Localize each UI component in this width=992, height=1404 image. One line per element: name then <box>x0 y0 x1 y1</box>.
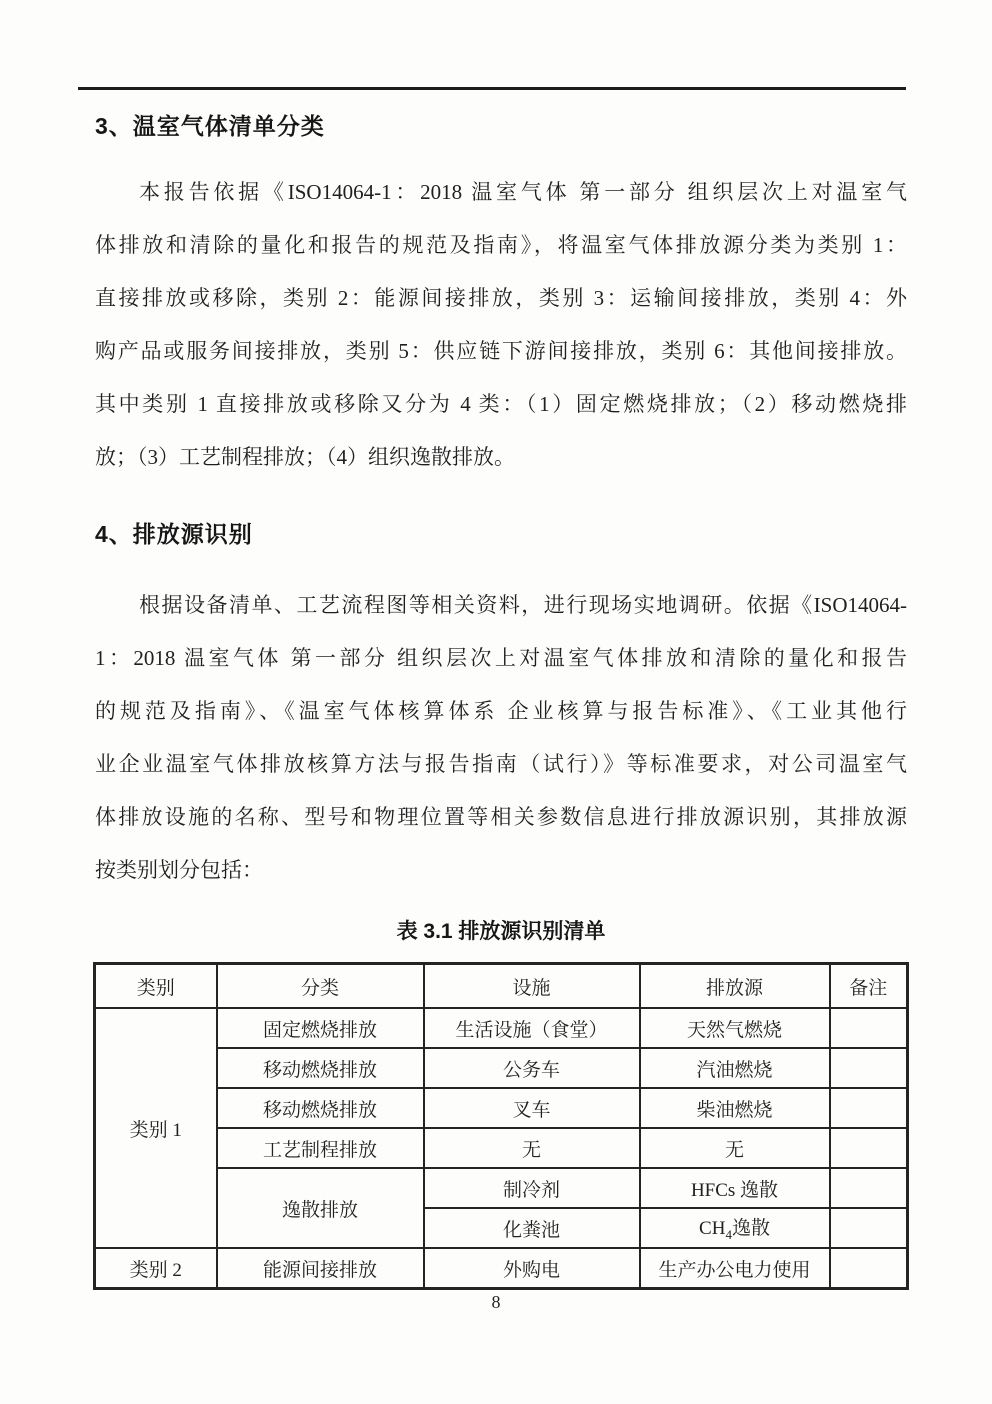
ch4-suffix: 逸散 <box>731 1218 770 1240</box>
table-row <box>95 1088 908 1128</box>
cell-classification-fugitive: 逸散排放 <box>217 1168 424 1248</box>
table-row <box>95 1128 908 1168</box>
table-row <box>95 1048 908 1088</box>
paragraph-line: 其中类别 1 直接排放或移除又分为 4 类：（1）固定燃烧排放；（2）移动燃烧排 <box>95 392 907 416</box>
paragraph-section-3 <box>95 166 907 484</box>
col-header-source: 排放源 <box>640 964 830 1009</box>
col-header-note: 备注 <box>830 964 908 1009</box>
paragraph-line: 体排放设施的名称、型号和物理位置等相关参数信息进行排放源识别，其排放源 <box>95 805 907 829</box>
table-row <box>95 1008 908 1048</box>
cell-classification: 能源间接排放 <box>217 1248 424 1289</box>
paragraph-line: 根据设备清单、工艺流程图等相关资料，进行现场实地调研。依据《ISO14064- <box>139 593 907 617</box>
page-number: 8 <box>491 1292 501 1312</box>
cell-note <box>830 1048 908 1088</box>
cell-facility: 化粪池 <box>424 1208 640 1248</box>
cell-note <box>830 1168 908 1208</box>
cell-classification: 移动燃烧排放 <box>217 1048 424 1088</box>
cell-source-ch4 <box>640 1208 830 1248</box>
cell-category-1: 类别 1 <box>95 1008 217 1248</box>
cell-source: 柴油燃烧 <box>640 1088 830 1128</box>
table-row <box>95 1168 908 1208</box>
col-header-category: 类别 <box>95 964 217 1009</box>
ch4-prefix: CH <box>699 1218 726 1240</box>
paragraph-line: 购产品或服务间接排放，类别 5：供应链下游间接排放，类别 6：其他间接排放。 <box>95 339 907 363</box>
section-heading-3: 3、温室气体清单分类 <box>95 113 325 139</box>
table-header-row <box>95 964 908 1009</box>
cell-category-2: 类别 2 <box>95 1248 217 1289</box>
cell-facility: 制冷剂 <box>424 1168 640 1208</box>
section-heading-4: 4、排放源识别 <box>95 521 253 547</box>
col-header-classification: 分类 <box>217 964 424 1009</box>
emission-source-table <box>93 962 909 1290</box>
cell-classification: 移动燃烧排放 <box>217 1088 424 1128</box>
paragraph-line: 按类别划分包括： <box>95 858 263 882</box>
cell-note <box>830 1208 908 1248</box>
ch4-subscript: 4 <box>725 1226 732 1242</box>
col-header-facility: 设施 <box>424 964 640 1009</box>
cell-facility: 生活设施（食堂） <box>424 1008 640 1048</box>
cell-note <box>830 1248 908 1289</box>
paragraph-line: 体排放和清除的量化和报告的规范及指南》，将温室气体排放源分类为类别 1： <box>95 233 907 257</box>
cell-source: 汽油燃烧 <box>640 1048 830 1088</box>
cell-facility: 公务车 <box>424 1048 640 1088</box>
paragraph-line: 1：2018 温室气体 第一部分 组织层次上对温室气体排放和清除的量化和报告 <box>95 646 907 670</box>
paragraph-section-4 <box>95 579 907 897</box>
page-header-rule <box>78 87 906 90</box>
table-row <box>95 1248 908 1289</box>
cell-source: 天然气燃烧 <box>640 1008 830 1048</box>
paragraph-line: 放；（3）工艺制程排放；（4）组织逸散排放。 <box>95 445 515 469</box>
cell-classification: 固定燃烧排放 <box>217 1008 424 1048</box>
paragraph-line: 本报告依据《ISO14064-1：2018 温室气体 第一部分 组织层次上对温室气 <box>139 180 907 204</box>
cell-classification: 工艺制程排放 <box>217 1128 424 1168</box>
cell-facility: 外购电 <box>424 1248 640 1289</box>
cell-note <box>830 1088 908 1128</box>
paragraph-line: 直接排放或移除，类别 2：能源间接排放，类别 3：运输间接排放，类别 4：外 <box>95 286 907 310</box>
cell-facility: 叉车 <box>424 1088 640 1128</box>
cell-source: HFCs 逸散 <box>640 1168 830 1208</box>
cell-source: 无 <box>640 1128 830 1168</box>
table-title: 表 3.1 排放源识别清单 <box>396 920 606 943</box>
paragraph-line: 的规范及指南》、《温室气体核算体系 企业核算与报告标准》、《工业其他行 <box>95 699 907 723</box>
paragraph-line: 业企业温室气体排放核算方法与报告指南（试行）》等标准要求，对公司温室气 <box>95 752 907 776</box>
cell-facility: 无 <box>424 1128 640 1168</box>
cell-source: 生产办公电力使用 <box>640 1248 830 1289</box>
cell-note <box>830 1128 908 1168</box>
cell-note <box>830 1008 908 1048</box>
